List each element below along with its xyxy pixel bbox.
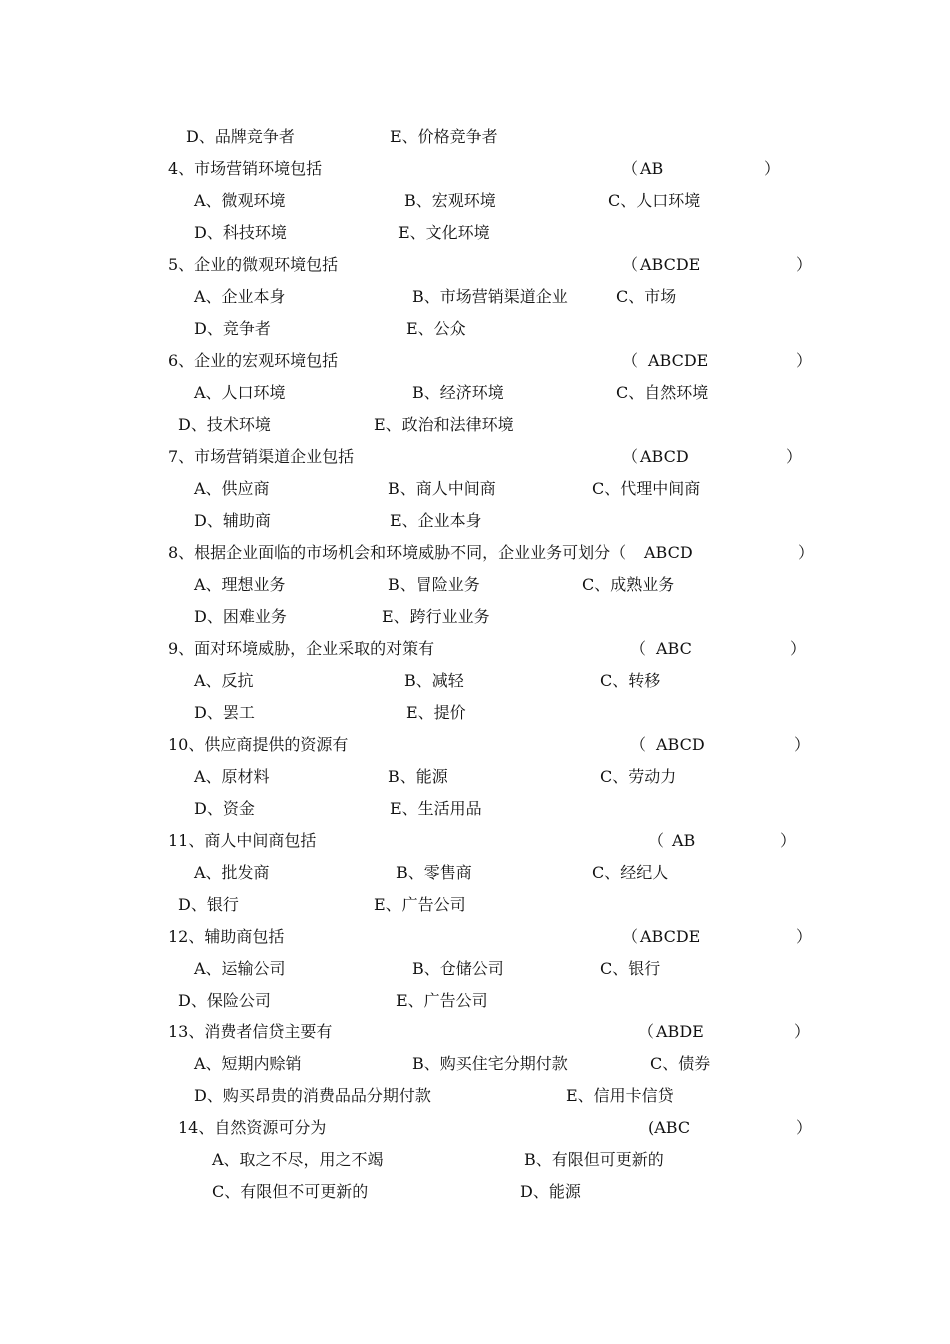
text-q12-e: E、广告公司	[396, 991, 488, 1010]
text-q5-open: （	[622, 255, 639, 274]
text-q12: 12、辅助商包括	[168, 927, 285, 946]
text-q13: 13、消费者信贷主要有	[168, 1022, 333, 1041]
text-q4-b: B、宏观环境	[404, 191, 496, 210]
text-q8-c: C、成熟业务	[582, 575, 675, 594]
text-q6-open: （	[622, 351, 639, 370]
text-q10-b: B、能源	[388, 767, 448, 786]
text-q8-ans: ABCD	[644, 543, 693, 562]
text-q11-d: D、银行	[178, 895, 239, 914]
text-q13-e: E、信用卡信贷	[566, 1086, 674, 1105]
text-q13-a: A、短期内赊销	[194, 1054, 302, 1073]
text-q13-ans: ABDE	[656, 1022, 704, 1041]
text-q11-ans: AB	[672, 831, 696, 850]
text-q9-e: E、提价	[406, 703, 466, 722]
text-q7-a: A、供应商	[194, 479, 270, 498]
text-q5-c: C、市场	[616, 287, 677, 306]
text-d-brand: D、品牌竞争者	[186, 127, 295, 146]
text-q4: 4、市场营销环境包括	[168, 159, 323, 178]
text-q6-a: A、人口环境	[194, 383, 286, 402]
text-q7-c: C、代理中间商	[592, 479, 701, 498]
text-q9-close: ）	[790, 639, 807, 658]
text-q8-a: A、理想业务	[194, 575, 286, 594]
text-q7-e: E、企业本身	[390, 511, 482, 530]
text-q14-close: ）	[796, 1118, 813, 1137]
text-q6-d: D、技术环境	[178, 415, 271, 434]
text-q4-e: E、文化环境	[398, 223, 490, 242]
text-q12-b: B、仓储公司	[412, 959, 504, 978]
text-q6-c: C、自然环境	[616, 383, 709, 402]
text-q4-a: A、微观环境	[194, 191, 286, 210]
text-q10-open: （	[630, 735, 647, 754]
text-q8-close: ）	[798, 543, 815, 562]
text-q14-a: A、取之不尽，用之不竭	[212, 1150, 384, 1169]
text-q11: 11、商人中间商包括	[168, 831, 317, 850]
text-q7-open: （	[622, 447, 639, 466]
text-q11-e: E、广告公司	[374, 895, 466, 914]
text-q11-b: B、零售商	[396, 863, 472, 882]
text-q5: 5、企业的微观环境包括	[168, 255, 339, 274]
text-q4-d: D、科技环境	[194, 223, 287, 242]
text-q13-close: ）	[794, 1022, 811, 1041]
text-q13-open: （	[638, 1022, 655, 1041]
text-q12-close: ）	[796, 927, 813, 946]
text-q7: 7、市场营销渠道企业包括	[168, 447, 355, 466]
text-q11-c: C、经纪人	[592, 863, 669, 882]
text-q9: 9、面对环境威胁，企业采取的对策有	[168, 639, 435, 658]
text-q8-b: B、冒险业务	[388, 575, 480, 594]
text-q10-ans: ABCD	[656, 735, 705, 754]
text-q14-b: B、有限但可更新的	[524, 1150, 664, 1169]
text-q10-a: A、原材料	[194, 767, 270, 786]
text-q8-d: D、困难业务	[194, 607, 287, 626]
text-q12-c: C、银行	[600, 959, 661, 978]
text-q5-close: ）	[796, 255, 813, 274]
text-q7-d: D、辅助商	[194, 511, 271, 530]
text-q4-ans: AB	[640, 159, 664, 178]
text-q5-d: D、竞争者	[194, 319, 271, 338]
text-q13-c: C、债券	[650, 1054, 711, 1073]
text-q10-close: ）	[794, 735, 811, 754]
text-q9-d: D、罢工	[194, 703, 255, 722]
text-q6-b: B、经济环境	[412, 383, 504, 402]
text-q12-a: A、运输公司	[194, 959, 286, 978]
text-q5-e: E、公众	[406, 319, 466, 338]
text-q9-c: C、转移	[600, 671, 661, 690]
text-q14: 14、自然资源可分为	[178, 1118, 327, 1137]
text-q9-open: （	[630, 639, 647, 658]
text-e-price: E、价格竞争者	[390, 127, 498, 146]
text-q5-a: A、企业本身	[194, 287, 286, 306]
text-q4-close: ）	[764, 159, 781, 178]
text-q7-close: ）	[786, 447, 803, 466]
text-q9-b: B、减轻	[404, 671, 464, 690]
text-q5-b: B、市场营销渠道企业	[412, 287, 568, 306]
text-q12-d: D、保险公司	[178, 991, 271, 1010]
text-q13-d: D、购买昂贵的消费品品分期付款	[194, 1086, 431, 1105]
text-q10-d: D、资金	[194, 799, 255, 818]
text-q5-ans: ABCDE	[640, 255, 701, 274]
text-q6: 6、企业的宏观环境包括	[168, 351, 339, 370]
text-q14-c: C、有限但不可更新的	[212, 1182, 369, 1201]
text-q7-ans: ABCD	[640, 447, 689, 466]
text-q10-c: C、劳动力	[600, 767, 677, 786]
text-q14-d: D、能源	[520, 1182, 581, 1201]
text-q12-ans: ABCDE	[640, 927, 701, 946]
text-q7-b: B、商人中间商	[388, 479, 496, 498]
text-q11-open: （	[648, 831, 665, 850]
text-q9-ans: ABC	[656, 639, 692, 658]
text-q11-close: ）	[780, 831, 797, 850]
text-q6-close: ）	[796, 351, 813, 370]
text-q4-c: C、人口环境	[608, 191, 701, 210]
text-q13-b: B、购买住宅分期付款	[412, 1054, 568, 1073]
text-q6-ans: ABCDE	[648, 351, 709, 370]
text-q8-e: E、跨行业业务	[382, 607, 490, 626]
text-q6-e: E、政治和法律环境	[374, 415, 514, 434]
text-q12-open: （	[622, 927, 639, 946]
text-q8: 8、根据企业面临的市场机会和环境威胁不同，企业业务可划分（	[168, 543, 627, 562]
text-q10-e: E、生活用品	[390, 799, 482, 818]
text-q11-a: A、批发商	[194, 863, 270, 882]
text-q10: 10、供应商提供的资源有	[168, 735, 349, 754]
text-q9-a: A、反抗	[194, 671, 254, 690]
text-q14-ans: (ABC	[648, 1118, 691, 1137]
text-q4-open: （	[622, 159, 639, 178]
